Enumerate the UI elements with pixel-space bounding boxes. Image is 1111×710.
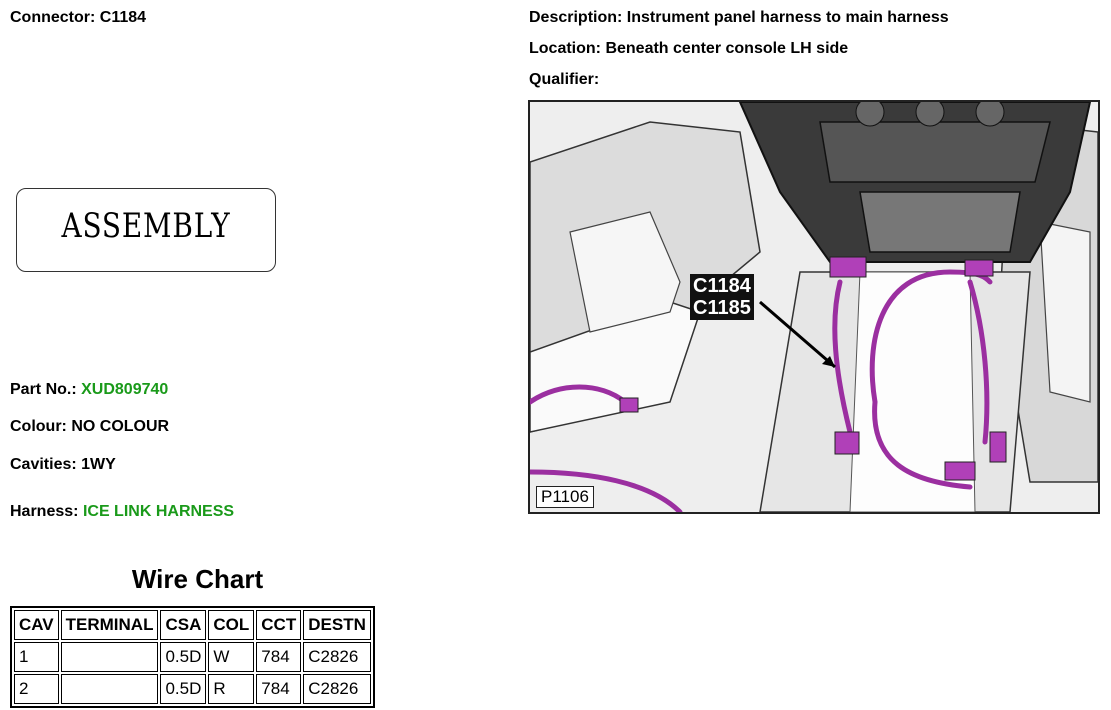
cell-csa: 0.5D (160, 674, 206, 704)
harness-label: Harness: (10, 503, 79, 520)
wire-chart-title: Wire Chart (131, 564, 264, 594)
connector-heading (10, 9, 146, 27)
plate-id-label: P1106 (536, 486, 594, 508)
header-cav: CAV (14, 610, 59, 640)
table-row (14, 674, 371, 704)
cell-cav: 2 (14, 674, 59, 704)
cavities-row (10, 456, 116, 474)
callout-c1185: C1185 (693, 297, 751, 319)
cell-destn[interactable]: C2826 (303, 642, 371, 672)
location-value: Beneath center console LH side (605, 40, 849, 57)
part-no-label: Part No.: (10, 381, 77, 398)
assembly-text: ASSEMBLY (61, 206, 231, 246)
description-value: Instrument panel harness to main harness (626, 9, 949, 26)
cell-cct: 784 (256, 674, 301, 704)
colour-row (10, 418, 169, 436)
table-row (14, 642, 371, 672)
qualifier-row (529, 71, 599, 89)
harness-row (10, 503, 234, 521)
header-cct: CCT (256, 610, 301, 640)
wire-chart-table (10, 606, 375, 708)
connector-location-diagram (528, 100, 1100, 514)
header-csa: CSA (160, 610, 206, 640)
header-col: COL (208, 610, 254, 640)
header-destn: DESTN (303, 610, 371, 640)
cavities-label: Cavities: (10, 456, 77, 473)
connector-callout (690, 274, 754, 320)
description-row (529, 9, 949, 27)
description-label: Description: (529, 9, 623, 26)
connector-value: C1184 (99, 9, 147, 26)
location-label: Location: (529, 40, 601, 57)
cell-cct: 784 (256, 642, 301, 672)
connector-label: Connector: (10, 9, 96, 26)
cell-col: R (208, 674, 254, 704)
colour-value: NO COLOUR (71, 418, 170, 435)
cell-terminal (61, 674, 159, 704)
cavities-value: 1WY (81, 456, 116, 473)
vehicle-illustration (530, 102, 1098, 512)
cell-col: W (208, 642, 254, 672)
colour-label: Colour: (10, 418, 67, 435)
cell-cav: 1 (14, 642, 59, 672)
cell-terminal (61, 642, 159, 672)
assembly-image (16, 188, 276, 272)
cell-csa: 0.5D (160, 642, 206, 672)
part-no-row (10, 381, 168, 399)
part-no-link[interactable]: XUD809740 (81, 381, 169, 398)
location-row (529, 40, 848, 58)
qualifier-label: Qualifier: (529, 71, 600, 88)
harness-link[interactable]: ICE LINK HARNESS (82, 503, 235, 520)
table-header-row (14, 610, 371, 640)
callout-c1184: C1184 (693, 275, 751, 297)
header-terminal: TERMINAL (61, 610, 159, 640)
cell-destn[interactable]: C2826 (303, 674, 371, 704)
